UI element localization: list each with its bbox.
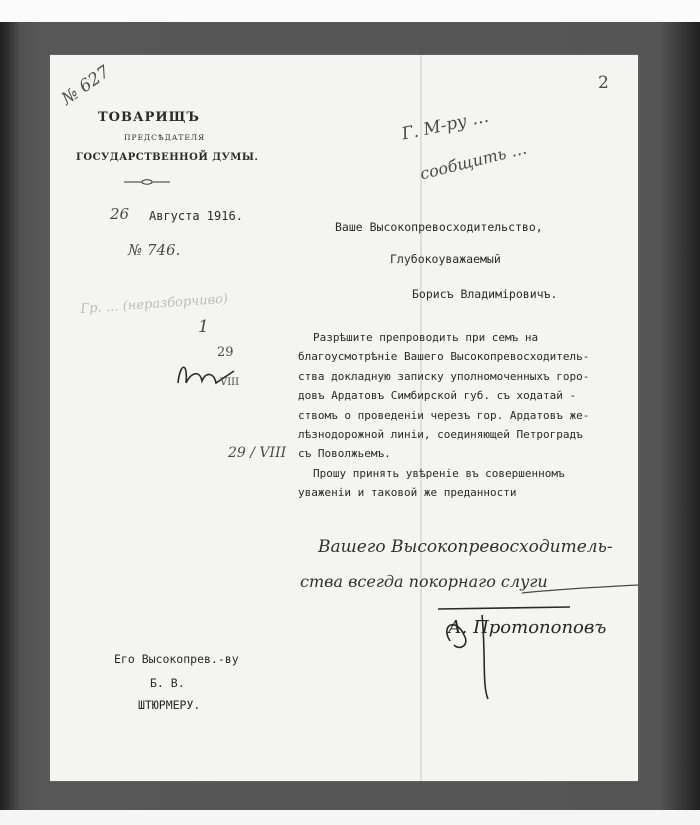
body-line: Разрѣшите препроводить при семъ на (313, 331, 539, 344)
salutation-line-2: Глубокоуважаемый (390, 252, 501, 266)
addressee-line-2: Б. В. (150, 676, 185, 690)
resolution-line-1: Г. М-ру … (400, 106, 491, 145)
document-page (50, 55, 638, 781)
body-line: ства докладную записку уполномоченныхъ горо- (298, 369, 590, 383)
faint-note: Гр. … (неразборчиво) (80, 291, 229, 317)
date-day: 26 (110, 205, 130, 223)
closing-line: Прошу принять увѣреніе въ совершенномъ (313, 466, 565, 480)
body-line: ствомъ о проведеніи черезъ гор. Ардатовъ же- (298, 408, 590, 422)
letter-body (298, 328, 589, 503)
resolution-line-2: сообщить … (418, 138, 529, 184)
handwritten-closing-2: ства всегда покорнаго слуги (300, 572, 548, 591)
letterhead-duma: ГОСУДАРСТВЕННОЙ ДУМЫ. (76, 152, 259, 163)
salutation-line-1: Ваше Высокопревосходительство, (335, 220, 543, 234)
handwritten-closing-1: Вашего Высокопревосходитель- (318, 537, 613, 557)
body-line: благоусмотрѣніе Вашего Высокопревосходитель- (298, 350, 590, 364)
closing-line: уваженіи и таковой же преданности (298, 486, 517, 500)
addressee-line-3: ШТЮРМЕРУ. (138, 698, 201, 712)
addressee-line-1: Его Высокопрев.-ву (114, 652, 239, 666)
bottom-strip (0, 810, 700, 825)
margin-mark-one: 1 (198, 317, 209, 337)
page-number: 2 (598, 73, 609, 93)
margin-mark-three: VIII (220, 377, 240, 388)
letterhead-divider-icon (124, 179, 170, 185)
body-line: лѣзнодорожной линіи, соединяющей Петроградъ (298, 428, 583, 442)
signature: А. Протопоповъ (448, 617, 607, 638)
top-strip (0, 0, 700, 23)
stamp-number: № 627 (58, 62, 114, 110)
body-line: съ Поволжьемъ. (298, 447, 391, 461)
margin-mark-two: 29 (217, 345, 234, 360)
body-line: довъ Ардатовъ Симбирской губ. съ ходатай - (298, 389, 577, 403)
letterhead-subtitle: ПРЕДСѢДАТЕЛЯ (124, 133, 206, 142)
outgoing-number: № 746. (128, 241, 181, 259)
signature-flourish-icon (430, 595, 600, 705)
salutation-line-3: Борисъ Владиміровичъ. (412, 287, 558, 301)
letterhead-title: ТОВАРИЩЪ (98, 110, 200, 125)
margin-mark-four: 29 / VIII (228, 445, 287, 461)
date-text: Августа 1916. (149, 209, 243, 223)
